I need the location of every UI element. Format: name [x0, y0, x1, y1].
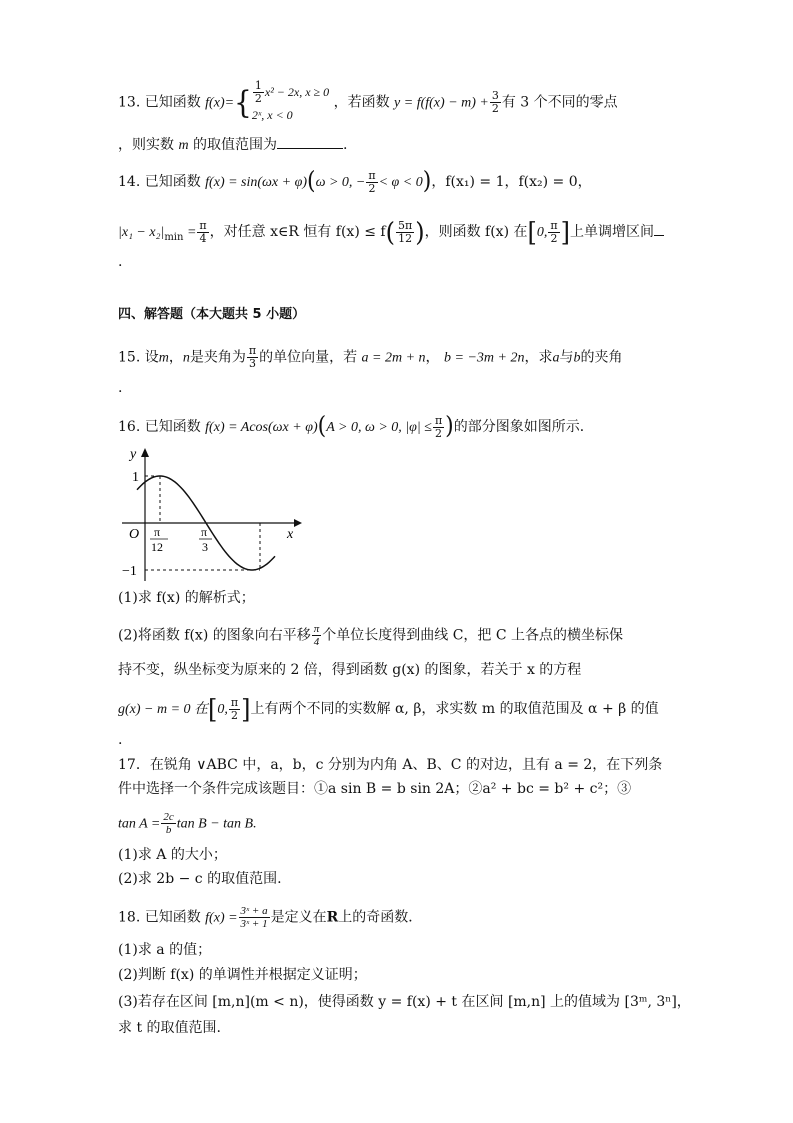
q13-answer-blank[interactable]: [277, 134, 343, 149]
q17-line3: tan A = $\frac{2c}{b}$ tan B − tan B.: [118, 811, 257, 836]
section-heading: 四、解答题（本大题共 5 小题）: [118, 307, 306, 322]
x-axis-arrow: [294, 519, 302, 527]
y-tick-neg1: −1: [122, 564, 137, 579]
x-axis-label: x: [287, 527, 294, 542]
q13-line2: ，则实数 m 的取值范围为 .: [118, 134, 347, 156]
q17-part1: (1)求 A 的大小；: [118, 847, 227, 863]
y-axis-arrow: [141, 448, 149, 457]
q15-line2: .: [118, 380, 123, 396]
x-tick-pi12-num: π: [154, 525, 161, 539]
q14-line2: $|x_1 - x_2|_{min}$ = $\frac{\pi}{4}$ ，对任意 x∈R 恒有 f(x) ≤ f( $\frac{5\pi}{12}$ )，则函数 f(x) 在[0, $\frac{\pi}{2}$ ]上单调增区间: [118, 218, 664, 248]
q16-part2-line2: 持不变，纵坐标变为原来的 2 倍，得到函数 g(x) 的图象，若关于 x 的方程: [118, 662, 582, 678]
q16-part1: (1)求 f(x) 的解析式；: [118, 590, 255, 606]
x-tick-pi3-den: 3: [202, 540, 208, 554]
q18-part4: 求 t 的取值范围.: [118, 1020, 221, 1036]
q13-line1: 13. 已知函数 f(x)={ $\frac{1}{2}$ x² − 2x, x ≥ 0 2ˣ, x < 0 ，若函数 y = f(f(x) − m) + $\frac{3}{2}$ 有 3 个不同的零点: [118, 79, 618, 122]
q16-end: .: [118, 732, 123, 748]
q16-graph: [118, 445, 303, 585]
q14-answer-blank[interactable]: [654, 221, 664, 236]
y-axis-label: y: [130, 447, 137, 462]
q14-line1: 14. 已知函数 f(x) = sin(ωx + φ)(ω > 0, − $\frac{\pi}{2}$ < φ < 0)，f(x₁) = 1，f(x₂) = 0，: [118, 167, 592, 196]
q15-line1: 15. 设m，n是夹角为 $\frac{\pi}{3}$ 的单位向量，若 a = 2m + n， b = −3m + 2n，求a与b的夹角: [118, 344, 623, 370]
q17-line1: 17．在锐角 ∨ABC 中，a，b，c 分别为内角 A、B、C 的对边，且有 a = 2，在下列条: [118, 757, 663, 773]
q14-line3: .: [118, 254, 123, 270]
q16-line1: 16. 已知函数 f(x) = Acos(ωx + φ)(A > 0, ω > 0, |φ| ≤ $\frac{\pi}{2}$ )的部分图象如图所示．: [118, 412, 594, 441]
q16-part2-line1: (2)将函数 f(x) 的图象向右平移 $\frac{\pi}{4}$ 个单位长度得到曲线 C，把 C 上各点的横坐标保: [118, 623, 624, 648]
q18-part1: (1)求 a 的值；: [118, 942, 212, 958]
q18-part2: (2)判断 f(x) 的单调性并根据定义证明；: [118, 967, 367, 983]
x-tick-pi3-num: π: [201, 525, 208, 539]
origin-label: O: [129, 527, 140, 542]
q17-line2: 件中选择一个条件完成该题目：①a sin B = b sin 2A；②a² + bc = b² + c²；③: [118, 781, 632, 797]
x-tick-pi12-den: 12: [151, 540, 163, 554]
q16-part2-line3: g(x) − m = 0 在[0, $\frac{\pi}{2}$ ]上有两个不同的实数解 α, β，求实数 m 的取值范围及 α + β 的值: [118, 693, 659, 725]
q18-part3: (3)若存在区间 [m,n](m < n)，使得函数 y = f(x) + t 在区间 [m,n] 上的值域为 [3ᵐ, 3ⁿ]，: [118, 994, 691, 1010]
y-tick-1: 1: [132, 470, 139, 485]
q18-line1: 18. 已知函数 f(x) = $\frac{\text{3ˣ + a}}{\text{3ˣ + 1}}$ 是定义在R上的奇函数．: [118, 905, 423, 930]
q17-part2: (2)求 2b − c 的取值范围.: [118, 871, 282, 887]
